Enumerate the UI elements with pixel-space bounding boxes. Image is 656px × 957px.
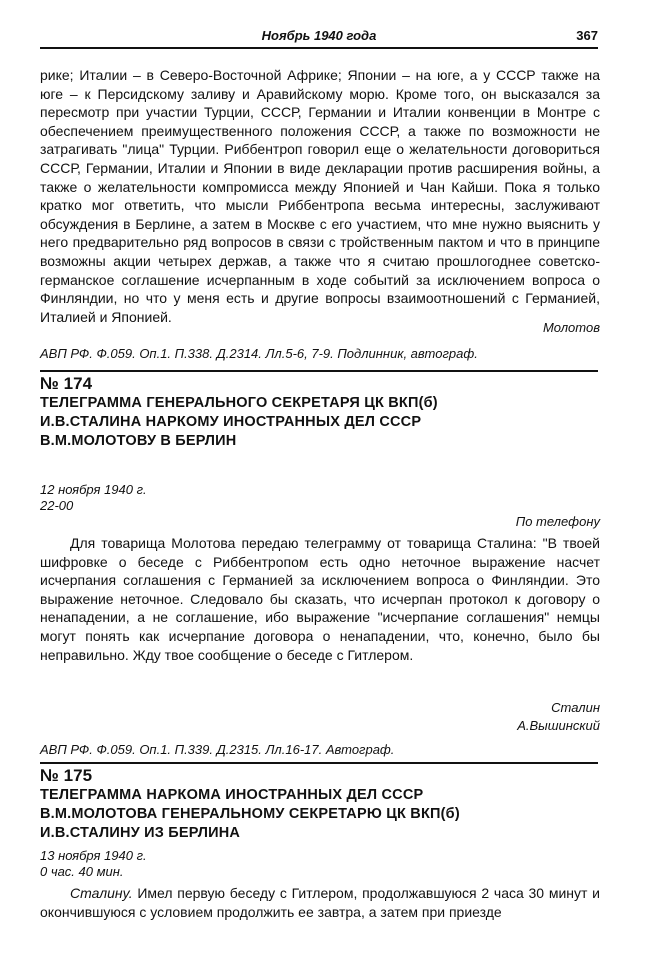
doc174-body: Для товарища Молотова передаю телеграмму от товарища Сталина: "В твоей шифровке о беседе с Риббентропом есть одно неточное выражение насчет исчерпания соглашения с Германией за исключением вопроса о Финляндии. Это выражение неточное. Следовало бы сказать, что исчерпан протокол к договору о ненападении, а не соглашение, ибо выражение "исчерпание соглашения" немцы могут понять как исчерпание договора о ненападении, что, конечно, было бы неправильно. Жду твое сообщение о беседе с Гитлером. xyxy=(40,535,600,663)
doc175-addressee: Сталину. xyxy=(70,885,133,901)
doc175-time: 0 час. 40 мин. xyxy=(40,864,124,879)
doc174-date: 12 ноября 1940 г. xyxy=(40,482,147,497)
doc174-title-line: В.М.МОЛОТОВУ В БЕРЛИН xyxy=(40,433,237,449)
doc174-title-line: И.В.СТАЛИНА НАРКОМУ ИНОСТРАННЫХ ДЕЛ СССР xyxy=(40,414,422,430)
doc174-signature-vyshinsky: А.Вышинский xyxy=(517,718,600,733)
header-rule xyxy=(40,47,598,49)
doc175-number: № 175 xyxy=(40,762,598,786)
doc174-time: 22-00 xyxy=(40,498,74,513)
doc175-date: 13 ноября 1940 г. xyxy=(40,848,147,863)
doc174-title xyxy=(40,394,600,451)
doc175-title-line: ТЕЛЕГРАММА НАРКОМА ИНОСТРАННЫХ ДЕЛ СССР xyxy=(40,787,424,803)
doc173-body: рике; Италии – в Северо-Восточной Африке; Японии – на юге, а у СССР также на юге – к Персидскому заливу и Аравийскому морю. Кроме того, он высказался за пересмотр при участии Турции, СССР, Германии и Италии конвенции в Монтре с обеспечением преимущественного положения СССР, а также по возможности не затрагивать "лица" Турции. Риббентроп говорил еще о желательности договориться СССР, Германии, Италии и Японии в виде декларации против расширения войны, а также о желательности компромисса между Японией и Чан Кайши. Пока я только кратко мог ответить, что мысли Риббентропа весьма интересны, заслуживают обсуждения в Берлине, а затем в Москве с его участием, что мне нужно выяснить у него предварительно ряд вопросов в связи с тройственным пактом и что в принципе возможны акции четырех держав, а также что я считаю прошлогоднее советско-германское соглашение исчерпанным в ходе событий за исключением вопроса о Финляндии, но что у меня есть и другие вопросы взаимоотношений с Германией, Италией и Японией. xyxy=(40,67,600,325)
doc175-body-text: Имел первую беседу с Гитлером, продолжавшуюся 2 часа 30 минут и окончившуюся с условием продолжить ее завтра, а затем при приезде xyxy=(40,885,600,920)
doc175-title-line: И.В.СТАЛИНУ ИЗ БЕРЛИНА xyxy=(40,825,241,841)
running-header xyxy=(40,24,598,48)
doc174-title-line: ТЕЛЕГРАММА ГЕНЕРАЛЬНОГО СЕКРЕТАРЯ ЦК ВКП(б) xyxy=(40,395,438,411)
doc175-body xyxy=(40,884,600,921)
doc174-channel: По телефону xyxy=(515,514,600,529)
doc174-source: АВП РФ. Ф.059. Оп.1. П.339. Д.2315. Лл.16-17. Автограф. xyxy=(40,742,395,757)
doc175-title xyxy=(40,786,600,843)
doc173-signature: Молотов xyxy=(542,320,600,335)
page-number: 367 xyxy=(576,28,598,43)
doc174-signature-stalin: Сталин xyxy=(551,700,600,715)
doc175-title-line: В.М.МОЛОТОВА ГЕНЕРАЛЬНОМУ СЕКРЕТАРЮ ЦК ВКП(б) xyxy=(40,806,460,822)
header-title: Ноябрь 1940 года xyxy=(261,28,377,43)
doc173-source: АВП РФ. Ф.059. Оп.1. П.338. Д.2314. Лл.5-6, 7-9. Подлинник, автограф. xyxy=(40,346,478,361)
doc174-number: № 174 xyxy=(40,370,598,394)
